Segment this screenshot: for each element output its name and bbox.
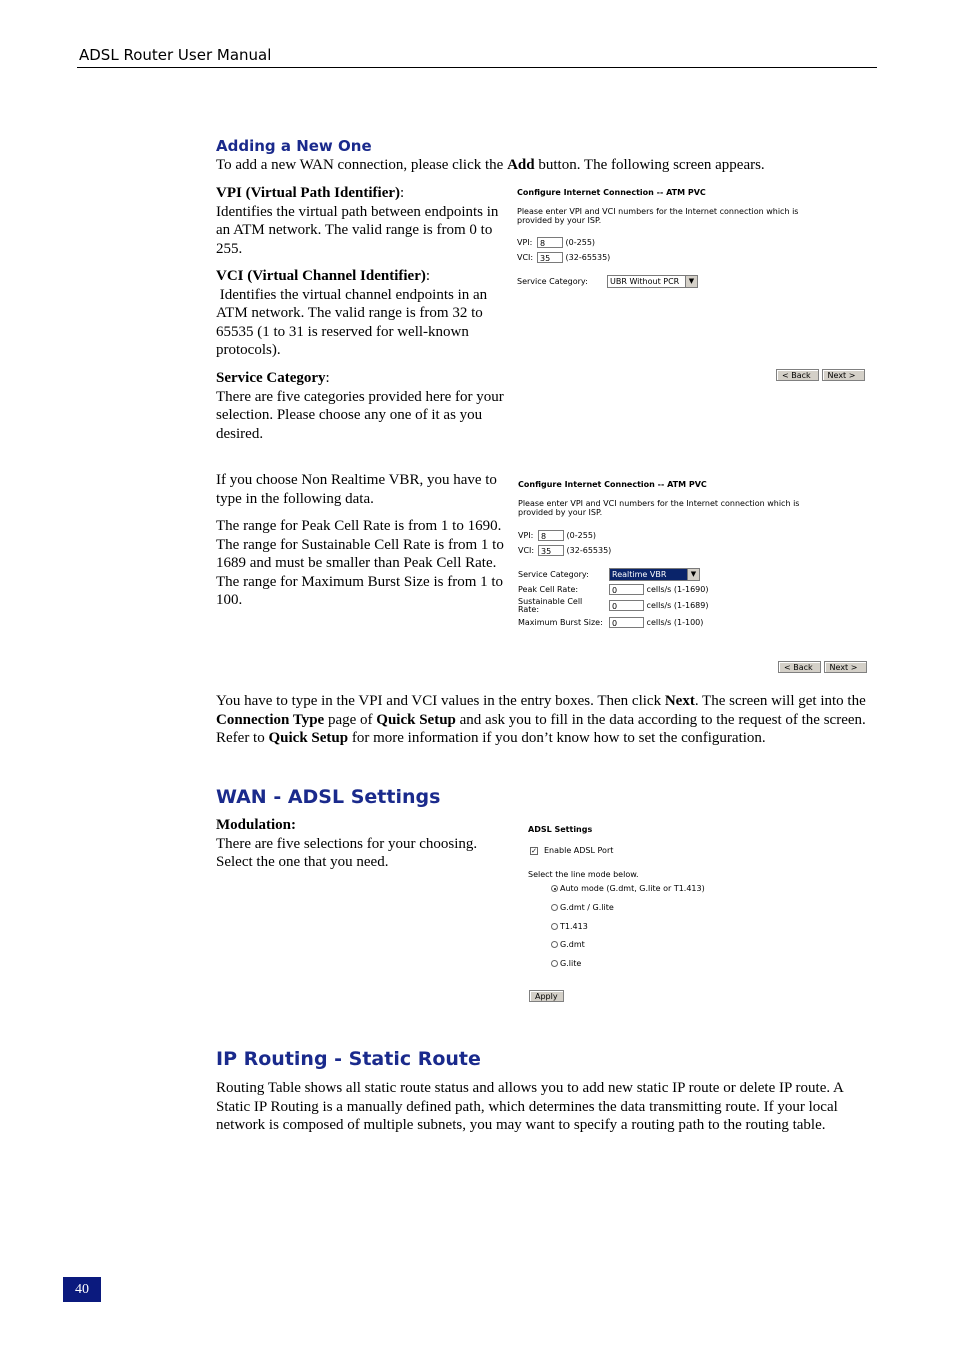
outro-bold-quick-setup-1: Quick Setup [376, 711, 456, 728]
pcr-text: The range for Peak Cell Rate is from 1 to 1690. [216, 518, 502, 534]
scr-text: The range for Sustainable Cell Rate is from 1 to 1689 and must be smaller than Peak Cell Rate. [216, 536, 504, 571]
intro-text-1: To add a new WAN connection, please click the [216, 157, 508, 173]
shot1-service-select[interactable] [607, 275, 698, 288]
shot2-svc-value: Realtime VBR [610, 569, 687, 580]
outro-text-1: You have to type in the VPI and VCI values in the entry boxes. Then click [216, 693, 665, 709]
shot2-mbs-input[interactable]: 0 [609, 617, 644, 628]
option-label: G.lite [560, 959, 582, 968]
line-mode-option[interactable] [551, 940, 585, 949]
enable-adsl-row [530, 846, 613, 855]
shot2-scr-range: cells/s (1-1689) [646, 601, 709, 610]
shot2-vci-label: VCI: [518, 546, 535, 555]
shot3-title: ADSL Settings [528, 825, 593, 834]
shot2-pcr-label: Peak Cell Rate: [518, 585, 579, 594]
adding-outro [216, 692, 868, 748]
shot2-scr-label-2: Rate: [518, 605, 540, 614]
radio-icon[interactable] [551, 923, 558, 930]
adding-heading: Adding a New One [216, 137, 372, 155]
shot2-vci-row [518, 545, 611, 556]
shot2-vpi-range: (0-255) [566, 531, 597, 540]
shot2-desc: Please enter VPI and VCI numbers for the Internet connection which is provided by your ISP. [518, 499, 800, 517]
intro-add-bold: Add [507, 157, 535, 173]
shot1-vpi-row [517, 237, 595, 248]
radio-icon[interactable] [551, 960, 558, 967]
shot1-vpi-input[interactable]: 8 [537, 237, 563, 248]
option-label: G.dmt / G.lite [560, 903, 614, 912]
line-mode-option[interactable] [551, 903, 614, 912]
shot2-svc-row [518, 568, 700, 581]
shot1-vpi-range: (0-255) [565, 238, 596, 247]
wan-heading: WAN - ADSL Settings [216, 786, 441, 808]
apply-button[interactable]: Apply [529, 990, 564, 1002]
chevron-down-icon: ▼ [687, 569, 699, 580]
shot2-mbs-range: cells/s (1-100) [646, 618, 704, 627]
vpi-description: VPI (Virtual Path Identifier): Identifies the virtual path between endpoints in an ATM network. The valid range is from 0 to 255. [216, 184, 506, 258]
line-mode-option[interactable] [551, 884, 705, 893]
shot2-svc-label: Service Category: [518, 570, 589, 579]
mbs-text: The range for Maximum Burst Size is from 1 to 100. [216, 573, 504, 608]
shot2-pcr-range: cells/s (1-1690) [646, 585, 709, 594]
shot2-pcr-input[interactable]: 0 [609, 584, 644, 595]
shot1-vci-range: (32-65535) [565, 253, 611, 262]
radio-icon[interactable] [551, 941, 558, 948]
option-label: G.dmt [560, 940, 585, 949]
shot1-nav [776, 369, 865, 381]
modulation-description [216, 816, 506, 872]
atm-pvc-screenshot-1 [516, 188, 866, 388]
shot2-vpi-row [518, 530, 596, 541]
shot2-pcr-row [518, 584, 708, 595]
outro-text-5: for more information if you don’t know how to set the configuration. [348, 730, 766, 746]
shot1-vci-label: VCI: [517, 253, 534, 262]
next-button[interactable]: Next > [822, 369, 865, 381]
adsl-settings-screenshot [527, 825, 787, 1005]
modulation-term: Modulation: [216, 817, 297, 833]
vpi-term: VPI (Virtual Path Identifier) [216, 185, 400, 201]
service-category-description: Service Category: There are five categories provided here for your selection. Please choose any one of it as you desired. [216, 369, 506, 443]
back-button[interactable]: < Back [778, 661, 821, 673]
adding-intro [216, 156, 876, 175]
shot3-apply-row [529, 990, 564, 1002]
shot1-svc-value: UBR Without PCR [610, 277, 680, 286]
atm-pvc-screenshot-2 [517, 480, 867, 680]
option-label: T1.413 [560, 922, 588, 931]
radio-icon[interactable] [551, 885, 558, 892]
shot2-mbs-row [518, 617, 703, 628]
vci-term: VCI (Virtual Channel Identifier) [216, 268, 426, 284]
shot1-svc-label: Service Category: [517, 277, 588, 286]
shot1-vci-input[interactable]: 35 [537, 252, 563, 263]
nrt-text: If you choose Non Realtime VBR, you have to type in the following data. [216, 472, 497, 507]
outro-bold-connection-type: Connection Type [216, 711, 325, 728]
vci-text: Identifies the virtual channel endpoints in an ATM network. The valid range is from 32 to 65535 (1 to 31 is reserved for well-known protocols). [216, 286, 491, 358]
back-button[interactable]: < Back [776, 369, 819, 381]
select-line-mode-label: Select the line mode below. [528, 870, 639, 879]
svc-text: There are five categories provided here for your selection. Please choose any one of it as you desired. [216, 388, 504, 442]
shot2-scr-label-1: Sustainable Cell [518, 597, 583, 606]
line-mode-option[interactable] [551, 922, 588, 931]
vpi-text: Identifies the virtual path between endpoints in an ATM network. The valid range is from 0 to 255. [216, 203, 499, 257]
shot2-vci-input[interactable]: 35 [538, 545, 564, 556]
shot1-vpi-label: VPI: [517, 238, 533, 247]
shot2-title: Configure Internet Connection -- ATM PVC [518, 480, 707, 489]
page-number: 40 [63, 1277, 101, 1302]
shot1-desc: Please enter VPI and VCI numbers for the Internet connection which is provided by your ISP. [517, 207, 799, 225]
shot2-nav [778, 661, 867, 673]
shot1-svc-row [517, 275, 698, 288]
outro-text-3: page of [324, 711, 377, 728]
nrt-description [216, 471, 506, 610]
enable-adsl-label: Enable ADSL Port [544, 846, 614, 855]
shot2-vpi-input[interactable]: 8 [538, 530, 564, 541]
shot1-vci-row [517, 252, 610, 263]
shot2-mbs-label: Maximum Burst Size: [518, 618, 603, 627]
routing-text: Routing Table shows all static route status and allows you to add new static IP route or delete IP route. A Static IP Routing is a manually defined path, which determines the data transmitting route. If your local network is composed of multiple subnets, you may want to specify a routing path to the routing table. [216, 1080, 844, 1133]
shot2-vpi-label: VPI: [518, 531, 534, 540]
outro-text-2: . The screen will get into the [694, 693, 866, 709]
modulation-text: There are five selections for your choosing. Select the one that you need. [216, 835, 478, 870]
shot2-scr-label [518, 598, 582, 614]
next-button[interactable]: Next > [824, 661, 867, 673]
svc-term: Service Category [216, 370, 326, 386]
shot2-scr-input[interactable]: 0 [609, 600, 644, 611]
intro-text-2: button. The following screen appears. [534, 157, 765, 173]
line-mode-option[interactable] [551, 959, 581, 968]
outro-bold-next: Next [664, 693, 695, 709]
vci-description: VCI (Virtual Channel Identifier): Identifies the virtual channel endpoints in an ATM network. The valid range is from 32 to 65535 (1 to 31 is reserved for well-known protocols). [216, 267, 506, 360]
enable-adsl-checkbox[interactable]: ✓ [531, 846, 537, 855]
shot2-service-select[interactable] [609, 568, 700, 581]
chevron-down-icon: ▼ [685, 276, 697, 287]
shot2-vci-range: (32-65535) [566, 546, 612, 555]
outro-text-4: and ask you to fill in the data according to the request of the screen. Refer to [216, 711, 866, 746]
routing-heading: IP Routing - Static Route [216, 1048, 481, 1070]
radio-icon[interactable] [551, 904, 558, 911]
shot1-title: Configure Internet Connection -- ATM PVC [517, 188, 706, 197]
header-divider [77, 67, 877, 68]
shot2-scr-row [609, 600, 708, 611]
manual-title: ADSL Router User Manual [79, 46, 272, 64]
outro-bold-quick-setup-2: Quick Setup [268, 730, 349, 746]
option-label: Auto mode (G.dmt, G.lite or T1.413) [560, 884, 705, 893]
